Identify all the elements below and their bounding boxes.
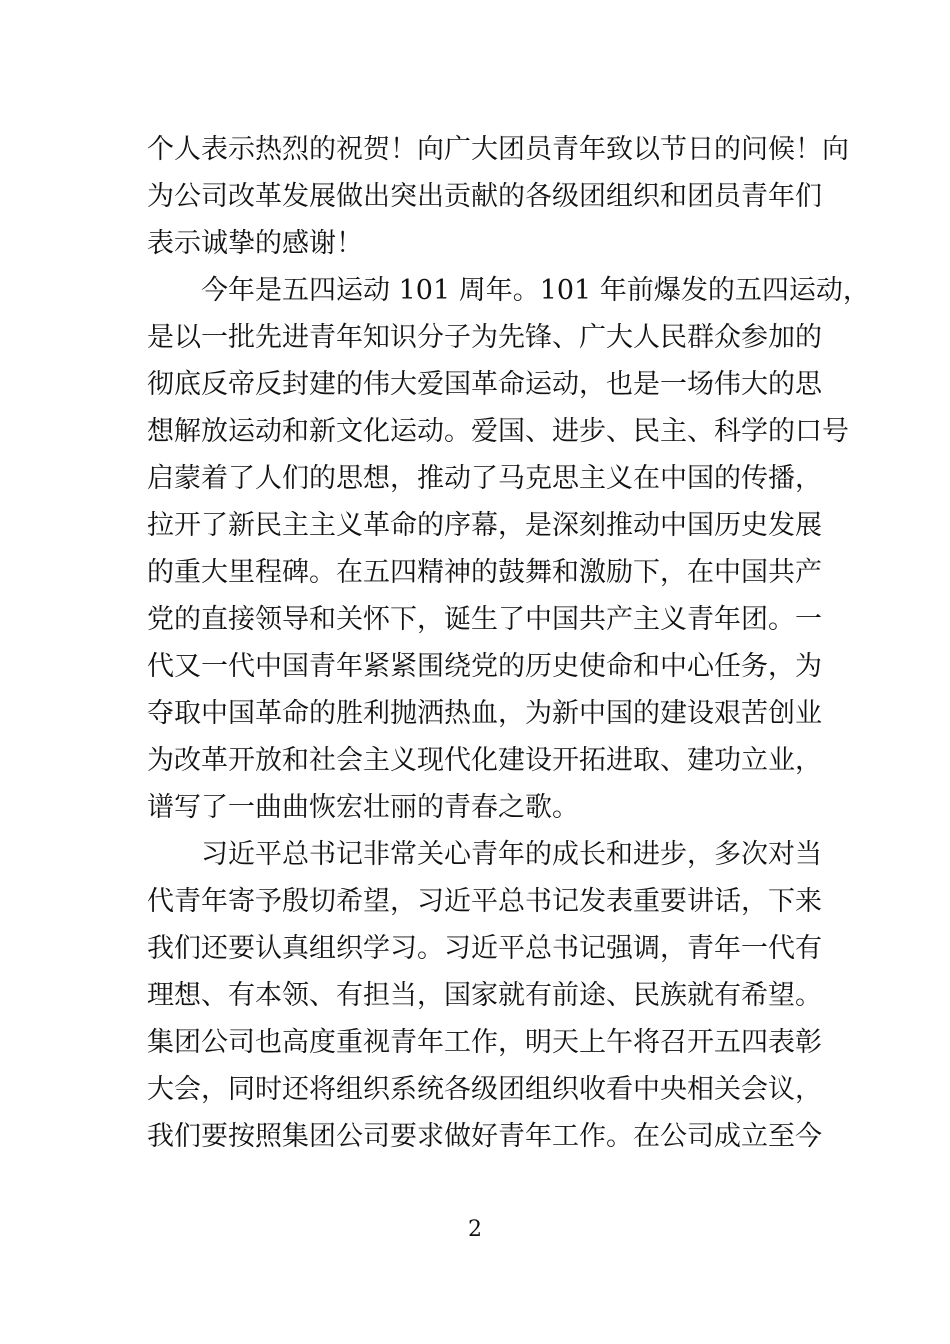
text-line: 为公司改革发展做出突出贡献的各级团组织和团员青年们 bbox=[147, 181, 822, 212]
text-line: 谱写了一曲曲恢宏壮丽的青春之歌。 bbox=[147, 792, 579, 823]
text-line: 个人表示热烈的祝贺！向广大团员青年致以节日的问候！向 bbox=[147, 134, 849, 165]
text-line: 彻底反帝反封建的伟大爱国革命运动，也是一场伟大的思 bbox=[147, 369, 822, 400]
text-line: 代青年寄予殷切希望，习近平总书记发表重要讲话，下来 bbox=[147, 886, 822, 917]
text-line: 党的直接领导和关怀下，诞生了中国共产主义青年团。一 bbox=[147, 604, 822, 635]
text-line: 表示诚挚的感谢！ bbox=[147, 228, 363, 259]
text-line: 我们还要认真组织学习。习近平总书记强调，青年一代有 bbox=[147, 933, 822, 964]
text-line: 夺取中国革命的胜利抛洒热血，为新中国的建设艰苦创业 bbox=[147, 698, 822, 729]
paragraph-first-line: 习近平总书记非常关心青年的成长和进步，多次对当 bbox=[201, 839, 822, 870]
text-line: 是以一批先进青年知识分子为先锋、广大人民群众参加的 bbox=[147, 322, 822, 353]
text-line: 的重大里程碑。在五四精神的鼓舞和激励下，在中国共产 bbox=[147, 557, 822, 588]
text-line: 拉开了新民主主义革命的序幕，是深刻推动中国历史发展 bbox=[147, 510, 822, 541]
text-line: 想解放运动和新文化运动。爱国、进步、民主、科学的口号 bbox=[147, 416, 849, 447]
body-text bbox=[147, 126, 870, 1160]
text-line: 我们要按照集团公司要求做好青年工作。在公司成立至今 bbox=[147, 1121, 822, 1152]
text-line: 启蒙着了人们的思想，推动了马克思主义在中国的传播， bbox=[147, 463, 822, 494]
text-line: 大会，同时还将组织系统各级团组织收看中央相关会议， bbox=[147, 1074, 822, 1105]
paragraph-first-line: 今年是五四运动 101 周年。101 年前爆发的五四运动， bbox=[201, 275, 870, 306]
text-line: 集团公司也高度重视青年工作，明天上午将召开五四表彰 bbox=[147, 1027, 822, 1058]
page-number: 2 bbox=[468, 1217, 482, 1242]
text-line: 代又一代中国青年紧紧围绕党的历史使命和中心任务，为 bbox=[147, 651, 822, 682]
text-line: 为改革开放和社会主义现代化建设开拓进取、建功立业， bbox=[147, 745, 822, 776]
text-line: 理想、有本领、有担当，国家就有前途、民族就有希望。 bbox=[147, 980, 822, 1011]
